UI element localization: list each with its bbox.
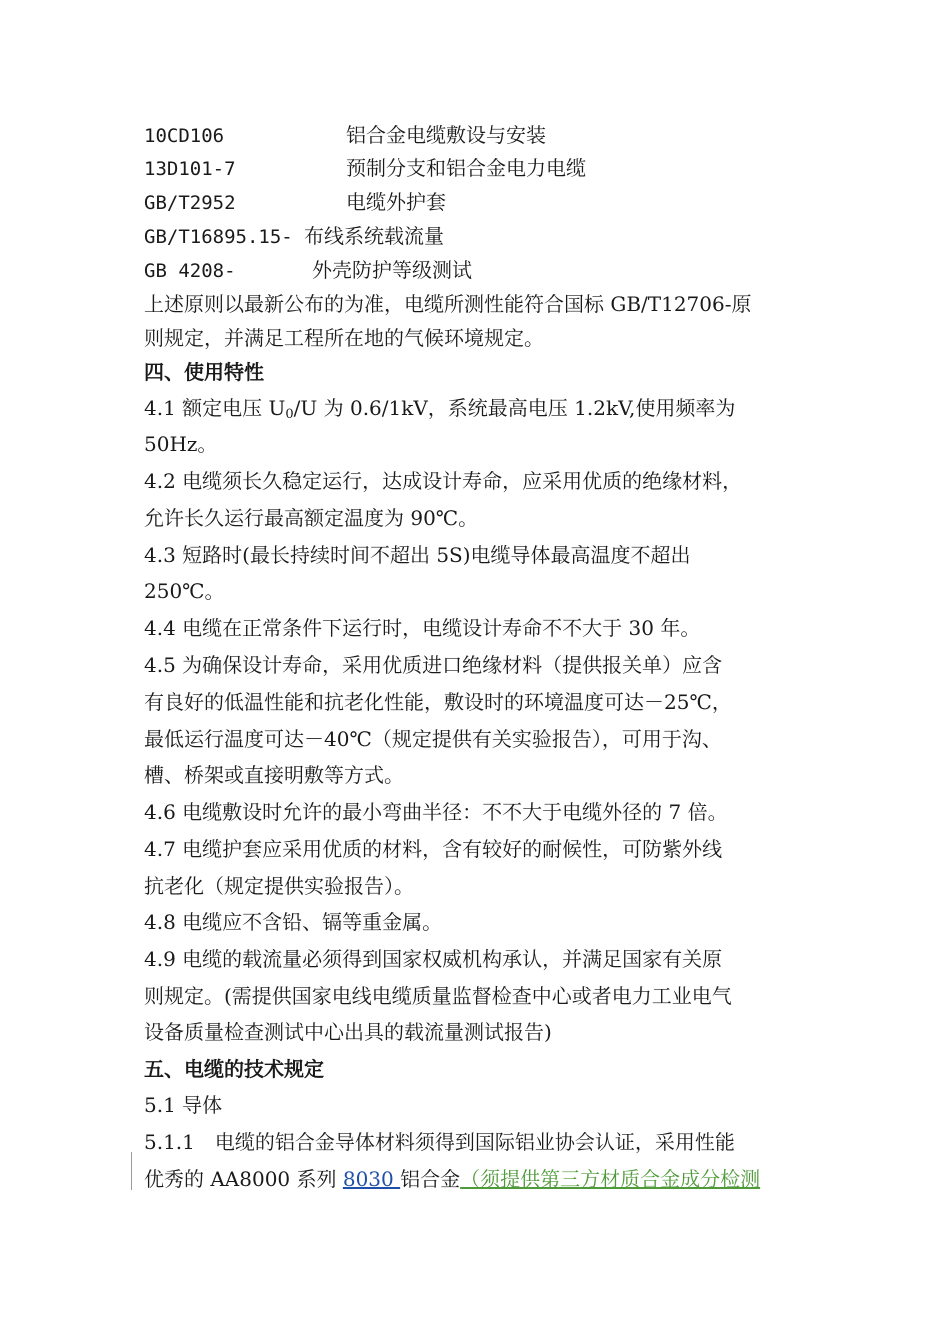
paragraph-line: 最低运行温度可达－40℃（规定提供有关实验报告），可用于沟、	[144, 727, 722, 751]
paragraph-line: 4.4 电缆在正常条件下运行时，电缆设计寿命不不大于 30 年。	[144, 616, 701, 640]
text-run: /U 为 0.6/1kV，系统最高电压 1.2kV,使用频率为	[293, 396, 736, 420]
text-run: 优秀的 AA8000 系列	[144, 1167, 343, 1191]
standard-title: 铝合金电缆敷设与安装	[346, 123, 546, 147]
paragraph-line: 则规定。(需提供国家电线电缆质量监督检查中心或者电力工业电气	[144, 984, 732, 1008]
section-heading: 四、使用特性	[144, 360, 264, 384]
paragraph-line: 4.7 电缆护套应采用优质的材料，含有较好的耐候性，可防紫外线	[144, 837, 723, 861]
paragraph-line: 5.1.1 电缆的铝合金导体材料须得到国际铝业协会认证，采用性能	[144, 1130, 735, 1154]
standard-title: 布线系统载流量	[304, 224, 444, 248]
paragraph-line	[144, 1164, 824, 1194]
change-bar	[131, 1152, 132, 1190]
paragraph-line: 允许长久运行最高额定温度为 90℃。	[144, 506, 479, 530]
standard-title: 电缆外护套	[346, 190, 446, 214]
paragraph-line: 4.6 电缆敷设时允许的最小弯曲半径：不不大于电缆外径的 7 倍。	[144, 800, 728, 824]
standard-row	[144, 187, 824, 218]
paragraph-line: 则规定，并满足工程所在地的气候环境规定。	[144, 326, 544, 350]
paragraph-line: 有良好的低温性能和抗老化性能，敷设时的环境温度可达－25℃，	[144, 690, 732, 714]
paragraph-line: 抗老化（规定提供实验报告）。	[144, 874, 414, 898]
section-heading: 五、电缆的技术规定	[144, 1057, 324, 1081]
paragraph-line: 4.9 电缆的载流量必须得到国家权威机构承认，并满足国家有关原	[144, 947, 723, 971]
standard-code: GB/T16895.15-	[144, 226, 293, 248]
standard-code: 10CD106	[144, 125, 225, 147]
standard-code: GB 4208-	[144, 260, 236, 282]
link-8030[interactable]: 8030	[342, 1167, 401, 1191]
paragraph-line: 4.2 电缆须长久稳定运行，达成设计寿命，应采用优质的绝缘材料，	[144, 469, 743, 493]
standard-code: 13D101-7	[144, 158, 236, 180]
standard-row	[144, 120, 824, 151]
paragraph-line: 槽、桥架或直接明敷等方式。	[144, 763, 404, 787]
paragraph-line: 4.3 短路时(最长持续时间不超出 5S)电缆导体最高温度不超出	[144, 543, 691, 567]
standard-code: GB/T2952	[144, 192, 236, 214]
paragraph-line: 4.8 电缆应不含铅、镉等重金属。	[144, 910, 443, 934]
paragraph-line: 上述原则以最新公布的为准，电缆所测性能符合国标 GB/T12706-原	[144, 292, 752, 316]
standard-title: 预制分支和铝合金电力电缆	[346, 156, 586, 180]
text-run: 铝合金	[400, 1167, 461, 1191]
paragraph-line	[144, 393, 824, 430]
subscript: 0	[285, 407, 294, 422]
standard-row	[144, 153, 824, 184]
tracked-change-text: （须提供第三方材质合金成分检测	[460, 1167, 761, 1191]
subsection-heading: 5.1 导体	[144, 1093, 223, 1117]
paragraph-line: 50Hz。	[144, 432, 218, 456]
paragraph-line: 250℃。	[144, 579, 225, 603]
standard-title: 外壳防护等级测试	[312, 258, 472, 282]
standard-row	[144, 221, 824, 252]
text-run: 4.1 额定电压 U	[144, 396, 286, 420]
paragraph-line: 4.5 为确保设计寿命，采用优质进口绝缘材料（提供报关单）应含	[144, 653, 723, 677]
paragraph-line: 设备质量检查测试中心出具的载流量测试报告)	[144, 1020, 552, 1044]
standard-row	[144, 255, 824, 286]
